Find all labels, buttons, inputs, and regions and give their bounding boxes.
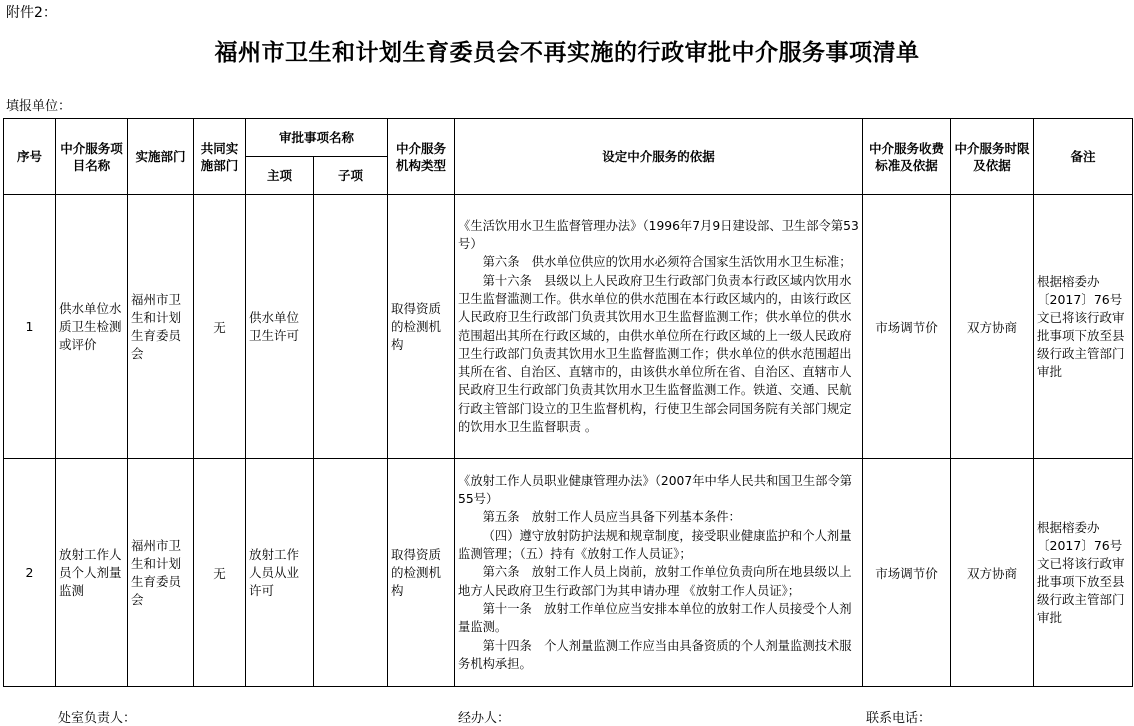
footer-handler-label: 经办人： [458, 711, 511, 726]
cell-fee: 市场调节价 [863, 459, 951, 687]
header-main-item: 主项 [246, 157, 314, 195]
cell-basis [455, 459, 863, 687]
page-title: 福州市卫生和计划生育委员会不再实施的行政审批中介服务事项清单 [214, 40, 920, 66]
cell-basis [455, 195, 863, 459]
basis-line: 第十六条 县级以上人民政府卫生行政部门负责本行政区域内饮用水卫生监督滥测工作。供水单位的供水范围在本行政区域内的，由该行政区人民政府卫生行政部门负责其饮用水卫生监督监测工作；供水单位的供水范围超出其所在行政区域的，由供水单位所在行政区域的上一级人民政府卫生行政部门负责其饮用水卫生监督监测工作；供水单位的供水范围超出其所在省、自治区、直辖市的，由该供水单位所在省、自治区、直辖市人民政府卫生行政部门负责其饮用水卫生监督监测工作。铁道、交通、民航行政主管部门设立的卫生监督机构，行使卫生部会同国务院有关部门规定的饮用水卫生监督职责 。 [458, 273, 852, 434]
table-row [4, 459, 1133, 687]
cell-item-name: 供水单位水质卫生检测或评价 [56, 195, 128, 459]
cell-remark: 根据榕委办〔2017〕76号文已将该行政审批事项下放至县级行政主管部门审批 [1034, 459, 1133, 687]
cell-dept: 福州市卫生和计划生育委员会 [128, 195, 194, 459]
fill-unit-label: 填报单位： [6, 99, 72, 114]
header-fee: 中介服务收费标准及依据 [863, 119, 951, 195]
header-joint: 共同实施部门 [194, 119, 246, 195]
header-agency-type: 中介服务机构类型 [388, 119, 455, 195]
header-dept: 实施部门 [128, 119, 194, 195]
attachment-label: 附件2： [6, 5, 57, 21]
header-time-limit: 中介服务时限及依据 [951, 119, 1034, 195]
table-row [4, 195, 1133, 459]
cell-agency-type: 取得资质的检测机构 [388, 459, 455, 687]
cell-main-item: 供水单位卫生许可 [246, 195, 314, 459]
cell-seq: 2 [4, 459, 56, 687]
basis-line: 《生活饮用水卫生监督管理办法》（1996年7月9日建设部、卫生部令第53号） [458, 218, 859, 252]
cell-joint: 无 [194, 459, 246, 687]
basis-line: 第十一条 放射工作单位应当安排本单位的放射工作人员接受个人剂量监测。 [458, 601, 852, 635]
header-sub-item: 子项 [314, 157, 388, 195]
header-seq: 序号 [4, 119, 56, 195]
cell-remark: 根据榕委办〔2017〕76号文已将该行政审批事项下放至县级行政主管部门审批 [1034, 195, 1133, 459]
cell-main-item: 放射工作人员从业许可 [246, 459, 314, 687]
service-list-table [3, 118, 1133, 687]
cell-agency-type: 取得资质的检测机构 [388, 195, 455, 459]
header-approval: 审批事项名称 [246, 119, 388, 157]
footer-phone-label: 联系电话： [866, 711, 932, 726]
basis-line: 第五条 放射工作人员应当具备下列基本条件： [482, 510, 741, 525]
cell-time-limit: 双方协商 [951, 195, 1034, 459]
basis-line: 第十四条 个人剂量监测工作应当由具备资质的个人剂量监测技术服务机构承担。 [458, 638, 852, 671]
cell-dept: 福州市卫生和计划生育委员会 [128, 459, 194, 687]
cell-time-limit: 双方协商 [951, 459, 1034, 687]
cell-joint: 无 [194, 195, 246, 459]
header-row [4, 119, 1133, 157]
cell-fee: 市场调节价 [863, 195, 951, 459]
footer-officer-label: 处室负责人： [58, 711, 137, 726]
cell-sub-item [314, 195, 388, 459]
cell-seq: 1 [4, 195, 56, 459]
header-remark: 备注 [1034, 119, 1133, 195]
cell-item-name: 放射工作人员个人剂量监测 [56, 459, 128, 687]
basis-line: 《放射工作人员职业健康管理办法》（2007年中华人民共和国卫生部令第55号） [458, 473, 853, 507]
basis-line: 第六条 供水单位供应的饮用水必须符合国家生活饮用水卫生标准； [482, 255, 852, 270]
basis-line: （四）遵守放射防护法规和规章制度，接受职业健康监护和个人剂量监测管理；（五）持有《放射工作人员证》； [458, 528, 852, 562]
header-item-name: 中介服务项目名称 [56, 119, 128, 195]
cell-sub-item [314, 459, 388, 687]
basis-line: 第六条 放射工作人员上岗前，放射工作单位负责向所在地县级以上地方人民政府卫生行政部门为其申请办理 《放射工作人员证》； [458, 565, 852, 598]
header-basis: 设定中介服务的依据 [455, 119, 863, 195]
